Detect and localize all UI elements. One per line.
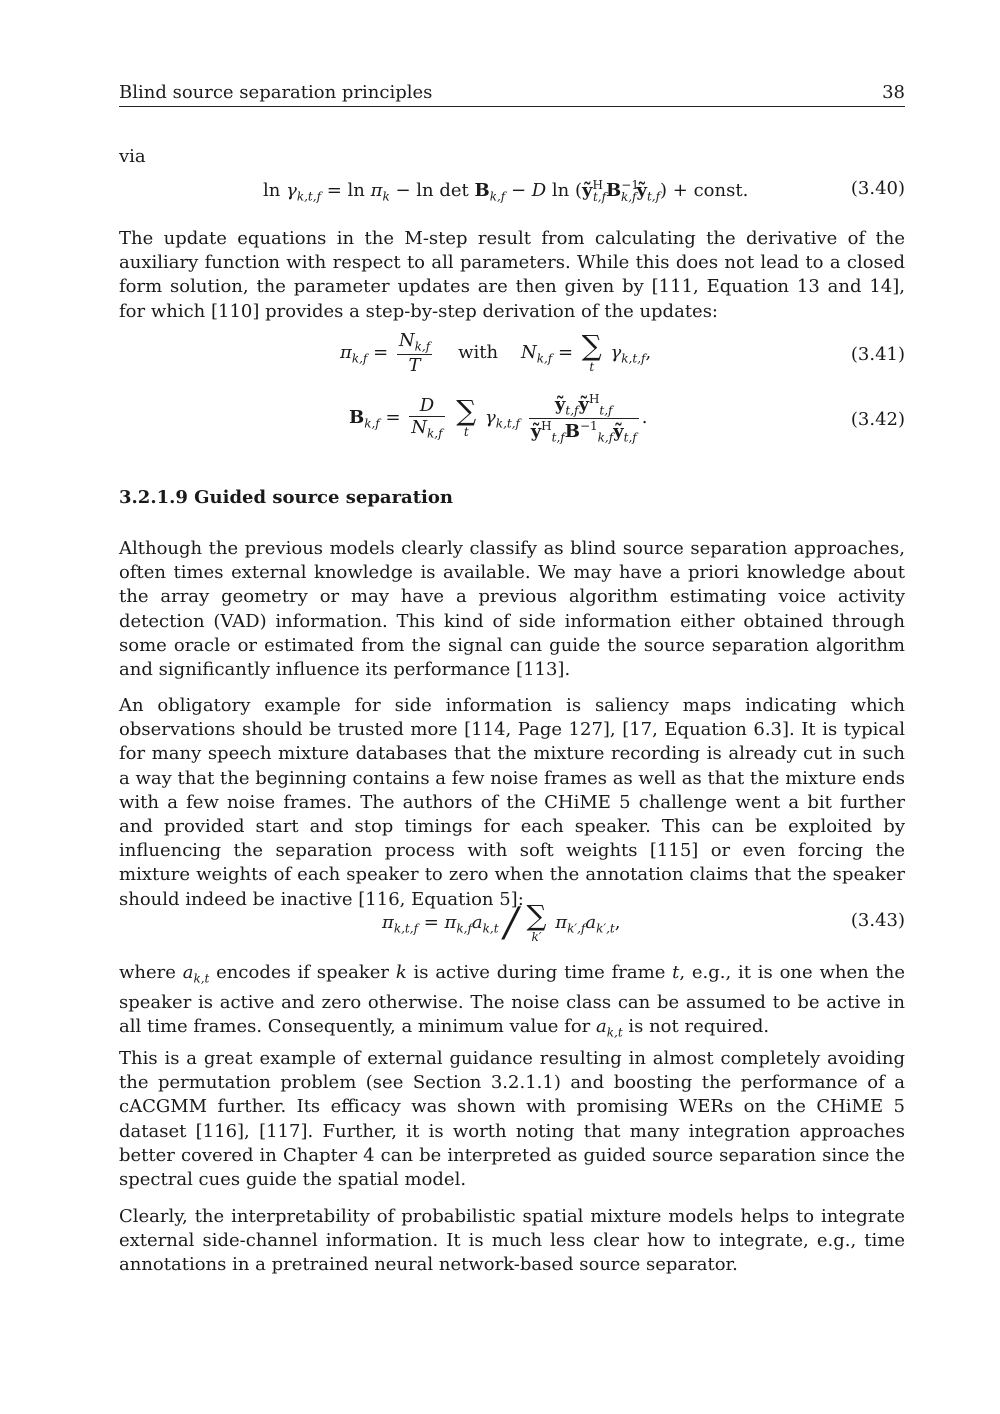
paragraph: The update equations in the M-step result from calculating the derivative of the auxiliary function with respect to all parameters. While this does not lead to a closed form solution, the parameter updates are then given by [111, Equation 13 and 14], for which [110] provides a step-by-step derivation of the updates: (119, 228, 905, 322)
with-text: with (458, 341, 499, 363)
equation-3-43: $\pi_{k,t,f} = \pi_{k,f}a_{k,t}$ / ∑ k′ $\pi_{k',f}a_{k',t}$, (3.43) (382, 899, 905, 946)
header-title: Blind source separation principles (119, 82, 433, 103)
page-number: 38 (882, 82, 905, 103)
equation-number: (3.42) (850, 409, 905, 430)
running-header (119, 82, 905, 107)
equation-3-40: $\ln \gamma_{k,t,f} = \ln \pi_k - \ln \det B_{k,f} - D$ $\ln (ỹ^H_{t,f}B^{-1}_{k,f}ỹ_{t,f})$ + const. (3.40) (263, 178, 905, 204)
equation-3-42: $B_{k,f}$ = $\frac{D}{N_{k,f}}$ ∑ t $\gamma_{k,t,f}$ $\frac{ỹ_{t,f}ỹ^H_{t,f}}{ỹ^H_{t,f}B^{-1}_{k,f}ỹ_{t,f}}$ . (3.42) (349, 392, 905, 445)
paragraph: Although the previous models clearly classify as blind source separation approaches, often times external knowledge is available. We may have a priori knowledge about the array geometry or may have a previous algorithm estimating voice activity detection (VAD) information. This kind of side information either obtained through some oracle or estimated from the signal can guide the source separation algorithm and significantly influence its performance [113]. (119, 538, 905, 681)
paragraph: Clearly, the interpretability of probabilistic spatial mixture models helps to integrate external side-channel information. It is much less clear how to integrate, e.g., time annotations in a pretrained neural network-based source separator. (119, 1206, 905, 1276)
section-heading: 3.2.1.9 Guided source separation (119, 487, 453, 508)
paragraph: where $a_{k,t}$ encodes if speaker k is active during time frame t, e.g., it is one when the speaker is active and zero otherwise. The noise class can be assumed to be active in all time frames. Consequently, a minimum value for $a_{k,t}$ is not required. (119, 962, 905, 1040)
paragraph: This is a great example of external guidance resulting in almost completely avoiding the permutation problem (see Section 3.2.1.1) and boosting the performance of a cACGMM further. Its efficacy was shown with promising WERs on the CHiME 5 dataset [116], [117]. Further, it is worth noting that many integration approaches better covered in Chapter 4 can be interpreted as guided source separation since the spectral cues guide the spatial model. (119, 1048, 905, 1191)
paragraph: An obligatory example for side information is saliency maps indicating which observations should be trusted more [114, Page 127], [17, Equation 6.3]. It is typical for many speech mixture databases that the mixture recording is already cut in such a way that the beginning contains a few noise frames as well as that the mixture ends with a few noise frames. The authors of the CHiME 5 challenge went a bit further and provided start and stop timings for each speaker. This can be exploited by influencing the separation process with soft weights [115] or even forcing the mixture weights of each speaker to zero when the annotation claims that the speaker should indeed be inactive [116, Equation 5]: (119, 695, 905, 910)
via-text: via (119, 146, 146, 167)
equation-number: (3.41) (850, 344, 905, 365)
equation-number: (3.43) (850, 910, 905, 931)
equation-3-41: $\pi_{k,f}$ = $\frac{N_{k,f}}{T}$ with $N_{k,f}$ = ∑ t $\gamma_{k,t,f}$, (3.41) (340, 328, 905, 376)
equation-number: (3.40) (850, 178, 905, 199)
